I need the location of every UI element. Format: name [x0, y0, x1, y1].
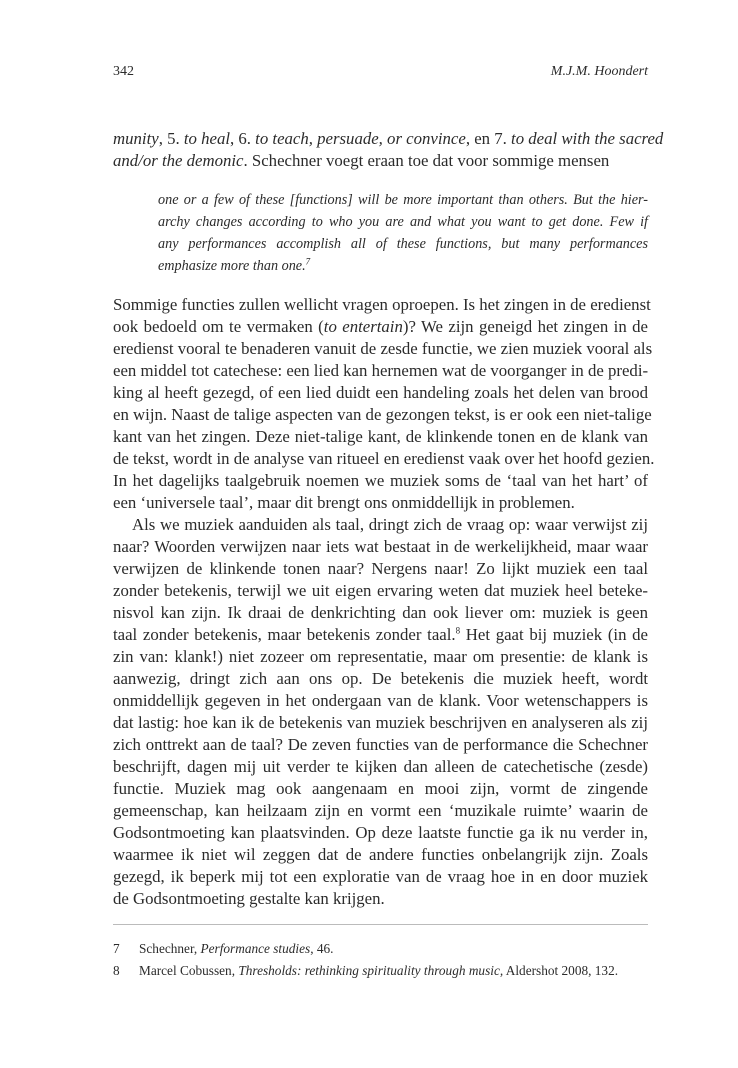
text-line: In het dagelijks taalgebruik noemen we muziek soms de ‘taal van het hart’ of	[113, 471, 648, 490]
quote-line: any performances accomplish all of these functions, but many performances	[158, 236, 648, 252]
footnote-divider	[113, 924, 648, 925]
text-line: ook bedoeld om te vermaken (to entertain)? We zijn geneigd het zingen in de	[113, 317, 648, 336]
text-line: kant van het zingen. Deze niet-talige kant, de klinkende tonen en de klank van	[113, 427, 648, 446]
footnote-ref: 8	[455, 625, 461, 636]
text-line: and/or the demonic. Schechner voegt eraan toe dat voor sommige mensen	[113, 151, 610, 170]
text-line: king al heeft gezegd, of een lied duidt een handeling zoals het delen van brood	[113, 383, 648, 402]
page-number: 342	[113, 64, 134, 79]
text-line: nisvol kan zijn. Ik draai de denkrichting dan ook liever om: muziek is geen	[113, 603, 648, 622]
text-line: aanwezig, dringt zich aan ons op. De betekenis die muziek heeft, wordt	[113, 669, 648, 688]
text-line: functie. Muziek mag ook aangenaam en mooi zijn, vormt de zingende	[113, 779, 648, 798]
text-line: de tekst, wordt in de analyse van ritueel en eredienst vaak over het hoofd gezien.	[113, 449, 655, 468]
paragraph-2	[113, 514, 648, 910]
text-line: munity, 5. to heal, 6. to teach, persuade, or convince, en 7. to deal with the sacred	[113, 129, 664, 148]
main-text	[113, 128, 664, 910]
paragraph-1	[113, 294, 655, 514]
text-line: de Godsontmoeting gestalte kan krijgen.	[113, 889, 385, 908]
footnote-ref: 7	[305, 256, 311, 267]
block-quote	[158, 189, 648, 277]
running-author: M.J.M. Hoondert	[550, 64, 648, 79]
text-line: eredienst vooral te benaderen vanuit de zesde functie, we zien muziek vooral als	[113, 339, 653, 358]
text-line: zin van: klank!) niet zozeer om representatie, maar om presentie: de klank is	[113, 647, 648, 666]
text-line: taal zonder betekenis, maar betekenis zonder taal.$^8$ Het gaat bij muziek (in de	[113, 625, 648, 644]
text-line: en wijn. Naast de talige aspecten van de gezongen tekst, is er ook een niet-talige	[113, 405, 652, 424]
footnote: 8 Marcel Cobussen, Thresholds: rethinking spirituality through music, Aldershot 2008, 132.	[113, 963, 619, 978]
text-line: Als we muziek aanduiden als taal, dringt zich de vraag op: waar verwijst zij	[132, 515, 648, 534]
text-line: een middel tot catechese: een lied kan hernemen wat de voorganger in de predi-	[113, 361, 649, 380]
footnote: 7 Schechner, Performance studies, 46.	[113, 941, 334, 956]
text-line: onmiddellijk gegeven in het ondergaan van de klank. Voor wetenschappers is	[113, 691, 648, 710]
text-line: Godsontmoeting kan plaatsvinden. Op deze laatste functie ga ik nu verder in,	[113, 823, 648, 842]
text-line: verwijzen de klinkende tonen naar? Nergens naar! Zo lijkt muziek een taal	[113, 559, 648, 578]
text-line: waarmee ik niet wil zeggen dat de andere functies onbelangrijk zijn. Zoals	[113, 845, 648, 864]
text-line: Sommige functies zullen wellicht vragen oproepen. Is het zingen in de eredienst	[113, 295, 651, 314]
running-header	[113, 64, 648, 84]
text-line: zonder betekenis, terwijl we uit eigen ervaring weten dat muziek heel beteke-	[113, 581, 648, 600]
text-line: dat lastig: hoe kan ik de betekenis van muziek beschrijven en analyseren als zij	[113, 713, 648, 732]
quote-line: archy changes according to who you are and what you want to get done. Few if	[158, 214, 648, 230]
text-line: een ‘universele taal’, maar dit brengt ons onmiddellijk in problemen.	[113, 493, 575, 512]
text-line: naar? Woorden verwijzen naar iets wat bestaat in de werkelijkheid, maar waar	[113, 537, 648, 556]
text-line: beschrijft, dagen mij uit verder te kijken dan alleen de catechetische (zesde)	[113, 757, 648, 776]
footnotes	[113, 938, 648, 982]
quote-line: one or a few of these [functions] will be more important than others. But the hier-	[158, 192, 648, 208]
text-line: zich onttrekt aan de taal? De zeven functies van de performance die Schechner	[113, 735, 648, 754]
text-line: gezegd, ik beperk mij tot een exploratie van de vraag hoe in en door muziek	[113, 867, 648, 886]
quote-line: emphasize more than one.$^7$	[158, 256, 311, 274]
text-line: gemeenschap, kan heilzaam zijn en vormt een ‘muzikale ruimte’ waarin de	[113, 801, 648, 820]
